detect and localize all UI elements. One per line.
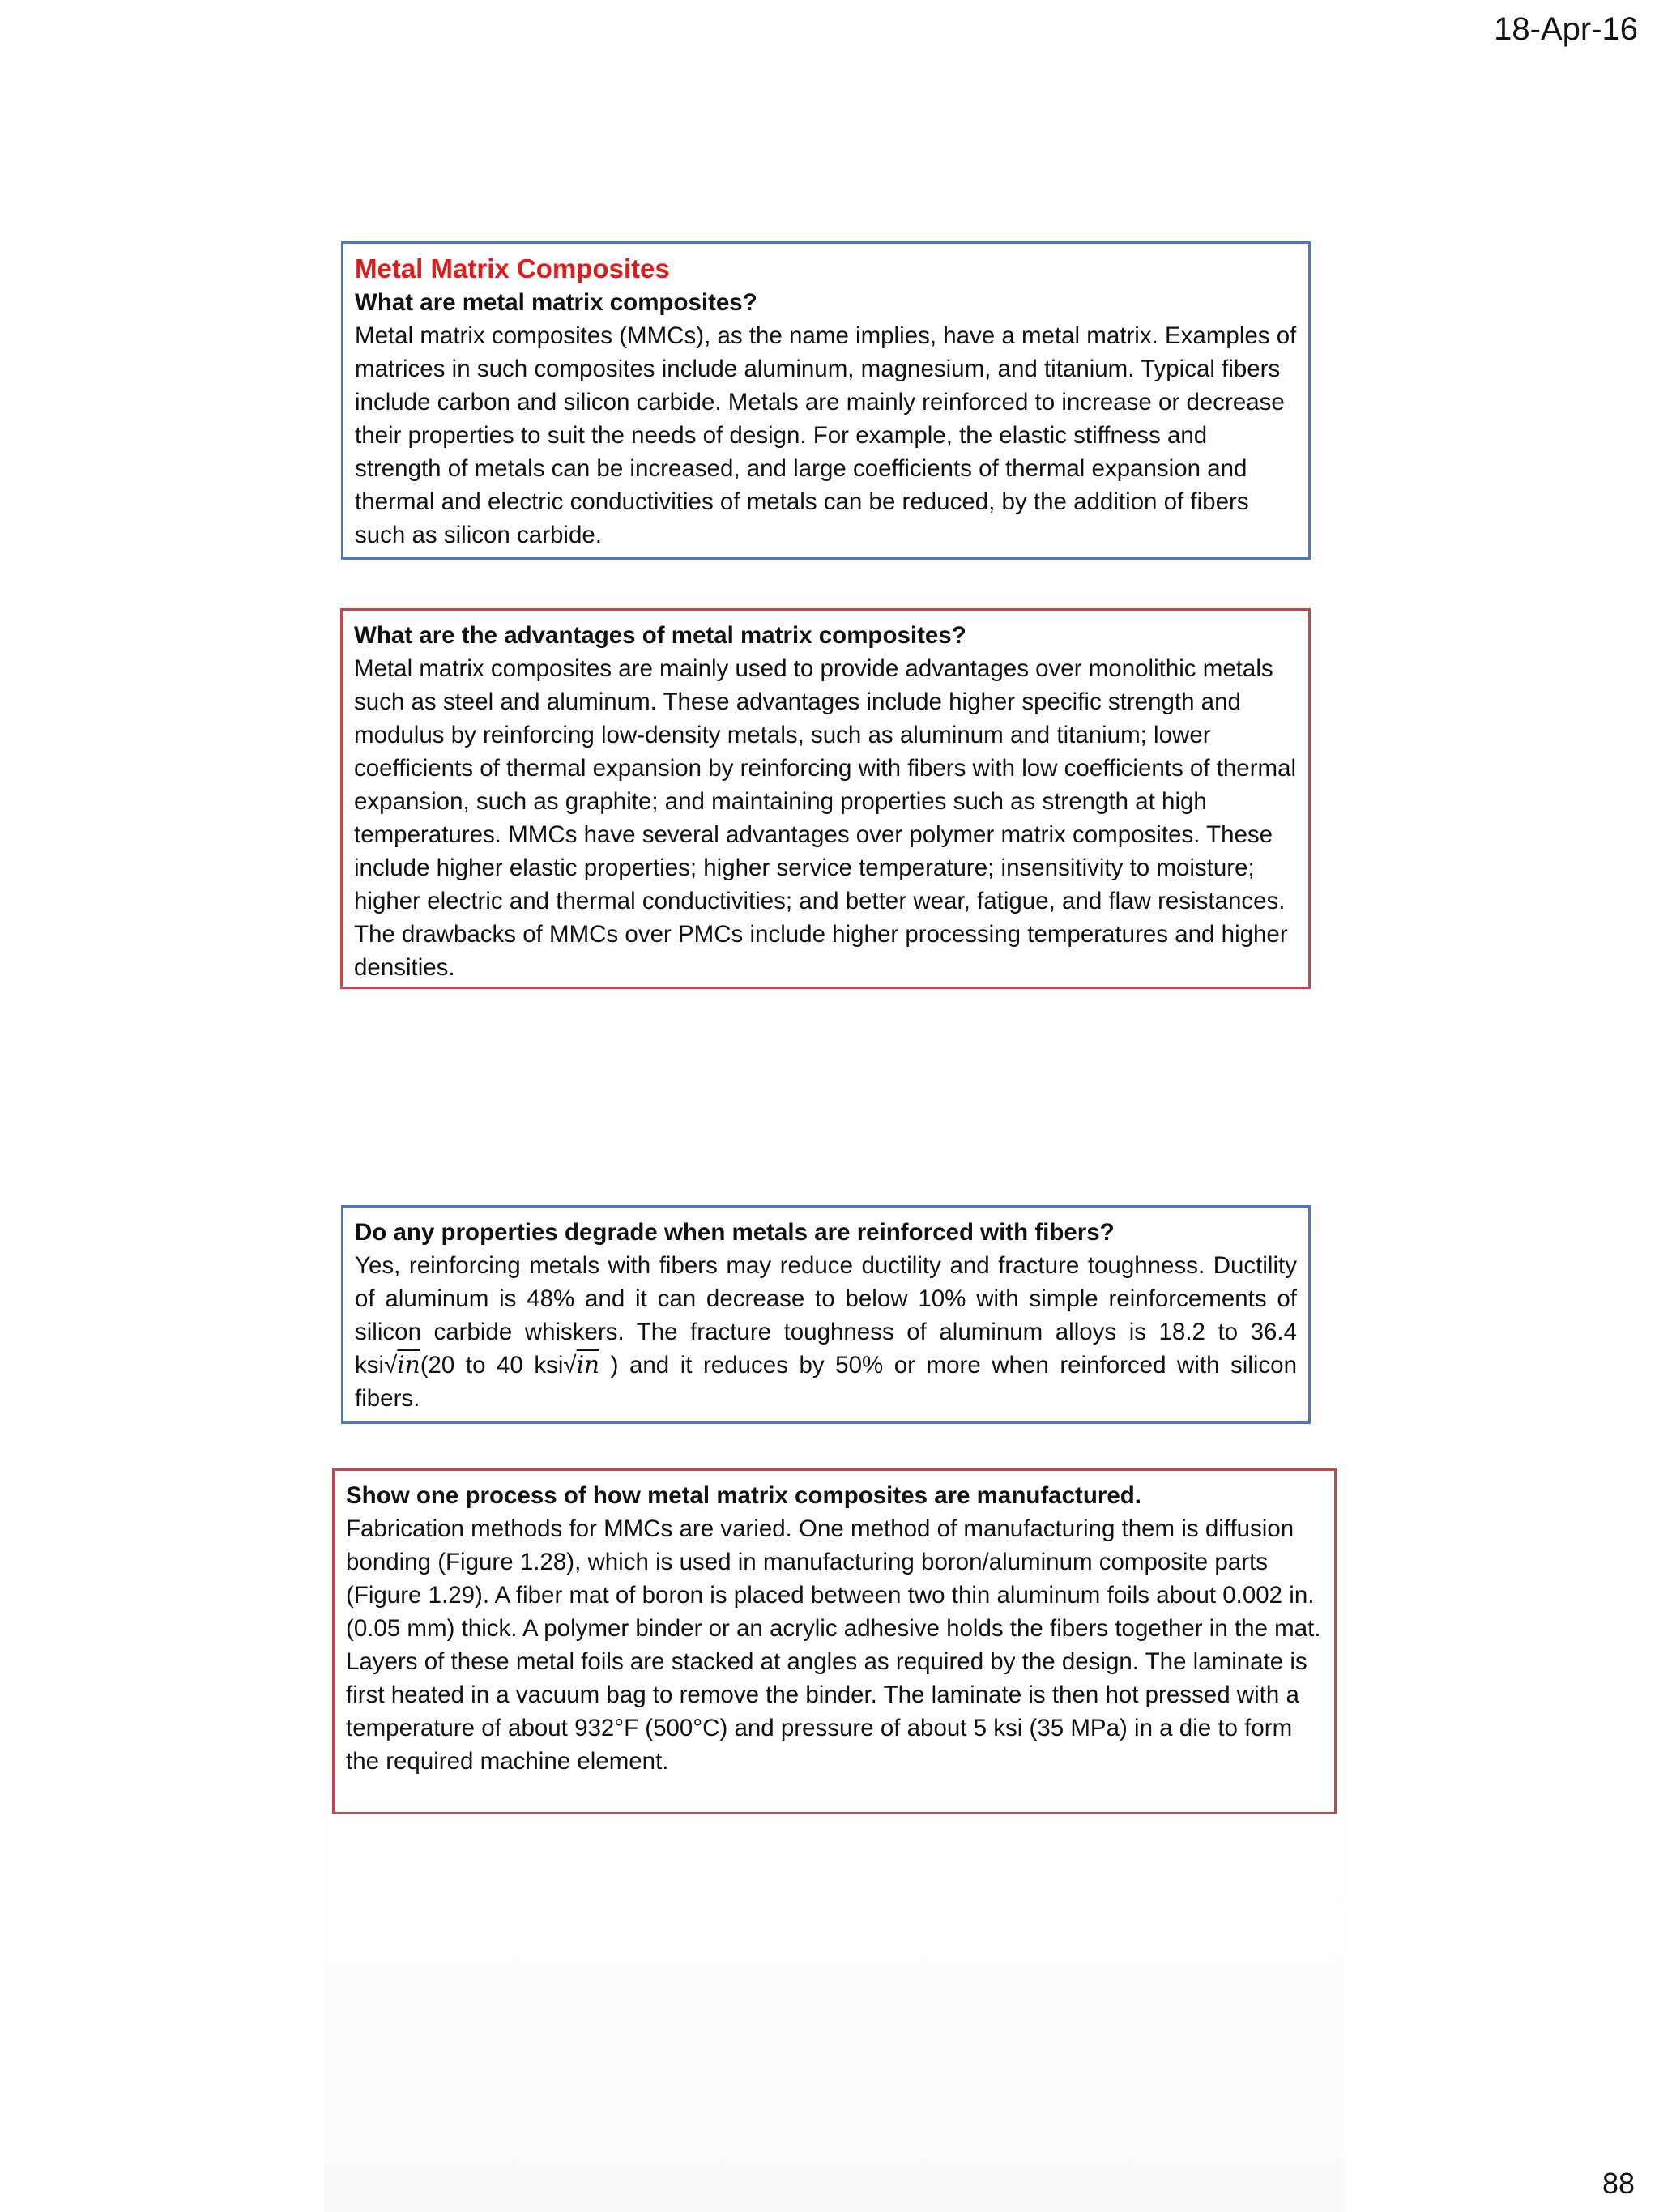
answer-paragraph: Metal matrix composites are mainly used to provide advantages over monolithic metals such as steel and aluminum. These advantages include higher specific strength and modulus by reinforcing low-density metals, such as aluminum and titanium; lower coefficients of thermal expansion by reinforcing with fibers with low coefficients of thermal expansion, such as graphite; and maintaining properties such as strength at high temperatures. MMCs have several advantages over polymer matrix composites. These include higher elastic properties; higher service temperature; insensitivity to moisture; higher electric and thermal conductivities; and better wear, fatigue, and flaw resistances. The drawbacks of MMCs over PMCs include higher processing temperatures and higher densities.: [354, 655, 1297, 981]
question-heading: What are metal matrix composites?: [355, 289, 757, 316]
math-variable-in: in: [397, 1351, 420, 1379]
answer-paragraph: Fabrication methods for MMCs are varied. One method of manufacturing them is diffusion bonding (Figure 1.28), which is used in manufacturing boron/aluminum composite parts (Figure 1.29). A fiber mat of boron is placed between two thin aluminum foils about 0.002 in. (0.05 mm) thick. A polymer binder or an acrylic adhesive holds the fibers together in the mat. Layers of these metal foils are stacked at angles as required by the design. The laminate is first heated in a vacuum bag to remove the binder. The laminate is then hot pressed with a temperature of about 932°F (500°C) and pressure of about 5 ksi (35 MPa) in a die to form the required machine element.: [346, 1515, 1321, 1775]
page-number: 88: [1601, 2167, 1635, 2200]
section-manufacturing-process: [332, 1468, 1337, 1814]
question-heading: What are the advantages of metal matrix composites?: [354, 622, 966, 649]
square-root-symbol: √: [563, 1352, 577, 1379]
question-heading: Do any properties degrade when metals are reinforced with fibers?: [355, 1219, 1115, 1246]
question-heading: Show one process of how metal matrix composites are manufactured.: [346, 1482, 1141, 1509]
answer-paragraph: Metal matrix composites (MMCs), as the name implies, have a metal matrix. Examples of matrices in such composites include aluminum, magnesium, and titanium. Typical fibers include carbon and silicon carbide. Metals are mainly reinforced to increase or decrease their properties to suit the needs of design. For example, the elastic stiffness and strength of metals can be increased, and large coefficients of thermal expansion and thermal and electric conductivities of metals can be reduced, by the addition of fibers such as silicon carbide.: [355, 322, 1297, 548]
square-root-symbol: √: [384, 1352, 398, 1379]
section-metal-matrix-composites: [341, 241, 1311, 560]
answer-text-part3: ) and it reduces by 50% or more when reinforced with silicon fibers.: [355, 1352, 1297, 1412]
math-variable-in: in: [576, 1351, 600, 1379]
answer-paragraph: [355, 1249, 1297, 1415]
section-properties-degrade: [341, 1205, 1311, 1424]
answer-text-part1: Yes, reinforcing metals with fibers may reduce ductility and fracture toughness. Ductility of aluminum is 48% and it can decrease to below 10% with simple reinforcements of silicon carbide whiskers. The fracture toughness of aluminum alloys is 18.2 to 36.4 ksi: [355, 1252, 1297, 1379]
section-advantages: [340, 608, 1311, 989]
section-title: Metal Matrix Composites: [355, 254, 670, 283]
answer-text-part2: (20 to 40 ksi: [420, 1352, 564, 1379]
header-date: 18-Apr-16: [1494, 11, 1638, 47]
